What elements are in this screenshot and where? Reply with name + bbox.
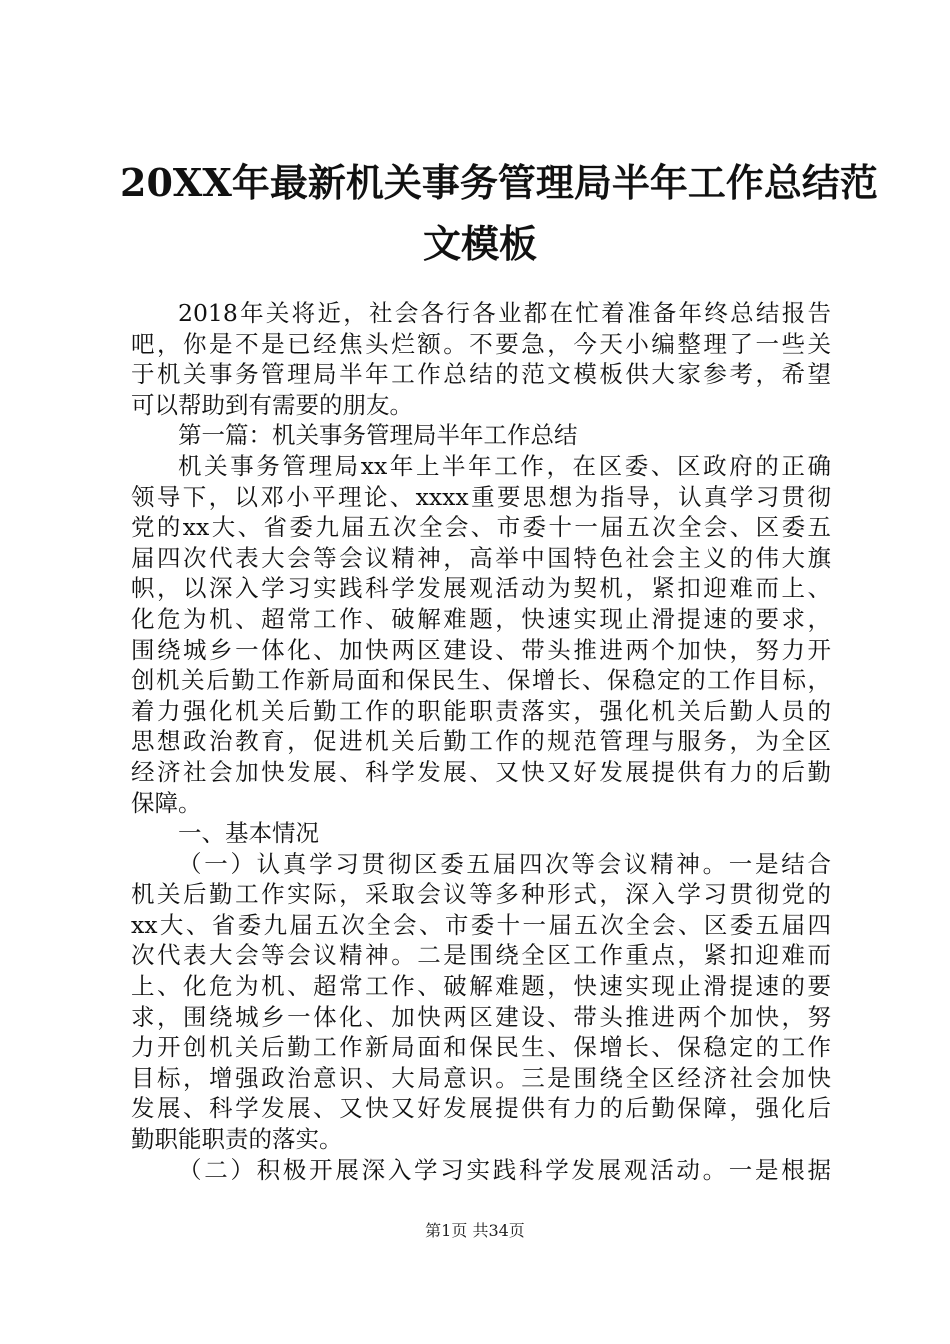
body-text-line: 创机关后勤工作新局面和保民生、保增长、保稳定的工作目标， (131, 666, 831, 695)
body-text-line: 勤职能职责的落实。 (131, 1125, 343, 1154)
body-text-line: 机关后勤工作实际，采取会议等多种形式，深入学习贯彻党的 (131, 880, 831, 909)
body-text-line: 思想政治教育，促进机关后勤工作的规范管理与服务，为全区 (131, 727, 831, 756)
body-text-line: 次代表大会等会议精神。二是围绕全区工作重点，紧扣迎难而 (131, 941, 831, 970)
body-text-line: 发展、科学发展、又快又好发展提供有力的后勤保障，强化后 (131, 1094, 831, 1123)
body-text-line: 2018年关将近，社会各行各业都在忙着准备年终总结报告 (178, 299, 831, 327)
body-text-line: 帜，以深入学习实践科学发展观活动为契机，紧扣迎难而上、 (131, 574, 831, 603)
body-text-line: 化危为机、超常工作、破解难题，快速实现止滑提速的要求， (131, 604, 831, 633)
body-text-line: 于机关事务管理局半年工作总结的范文模板供大家参考，希望 (131, 360, 831, 389)
body-text-line: 吧，你是不是已经焦头烂额。不要急，今天小编整理了一些关 (131, 329, 831, 358)
body-text-line: 届四次代表大会等会议精神，高举中国特色社会主义的伟大旗 (131, 543, 831, 572)
document-body (131, 298, 831, 1185)
page-footer: 第1页 共34页 (425, 1221, 525, 1240)
body-text-line: （二）积极开展深入学习实践科学发展观活动。一是根据 (178, 1155, 831, 1184)
body-text-line: 求，围绕城乡一体化、加快两区建设、带头推进两个加快，努 (131, 1002, 831, 1031)
body-text-line: 可以帮助到有需要的朋友。 (131, 390, 413, 419)
body-text-line: 力开创机关后勤工作新局面和保民生、保增长、保稳定的工作 (131, 1033, 831, 1062)
document-title-line-1: 20XX年最新机关事务管理局半年工作总结范 (120, 160, 878, 205)
body-text-line: 保障。 (131, 788, 202, 817)
body-text-line: 第一篇：机关事务管理局半年工作总结 (178, 421, 578, 450)
body-text-line: 党的xx大、省委九届五次全会、市委十一届五次全会、区委五 (131, 513, 831, 542)
body-text-line: 上、化危为机、超常工作、破解难题，快速实现止滑提速的要 (131, 972, 831, 1001)
document-title-line-2: 文模板 (422, 221, 537, 266)
body-text-line: xx大、省委九届五次全会、市委十一届五次全会、区委五届四 (131, 910, 831, 939)
body-text-line: 经济社会加快发展、科学发展、又快又好发展提供有力的后勤 (131, 757, 831, 786)
body-text-line: （一）认真学习贯彻区委五届四次等会议精神。一是结合 (178, 849, 831, 878)
body-text-line: 一、基本情况 (178, 819, 319, 848)
body-text-line: 着力强化机关后勤工作的职能职责落实，强化机关后勤人员的 (131, 696, 831, 725)
body-text-line: 领导下，以邓小平理论、xxxx重要思想为指导，认真学习贯彻 (131, 482, 831, 511)
body-text-line: 围绕城乡一体化、加快两区建设、带头推进两个加快，努力开 (131, 635, 831, 664)
body-text-line: 目标，增强政治意识、大局意识。三是围绕全区经济社会加快 (131, 1063, 831, 1092)
body-text-line: 机关事务管理局xx年上半年工作，在区委、区政府的正确 (178, 451, 831, 480)
